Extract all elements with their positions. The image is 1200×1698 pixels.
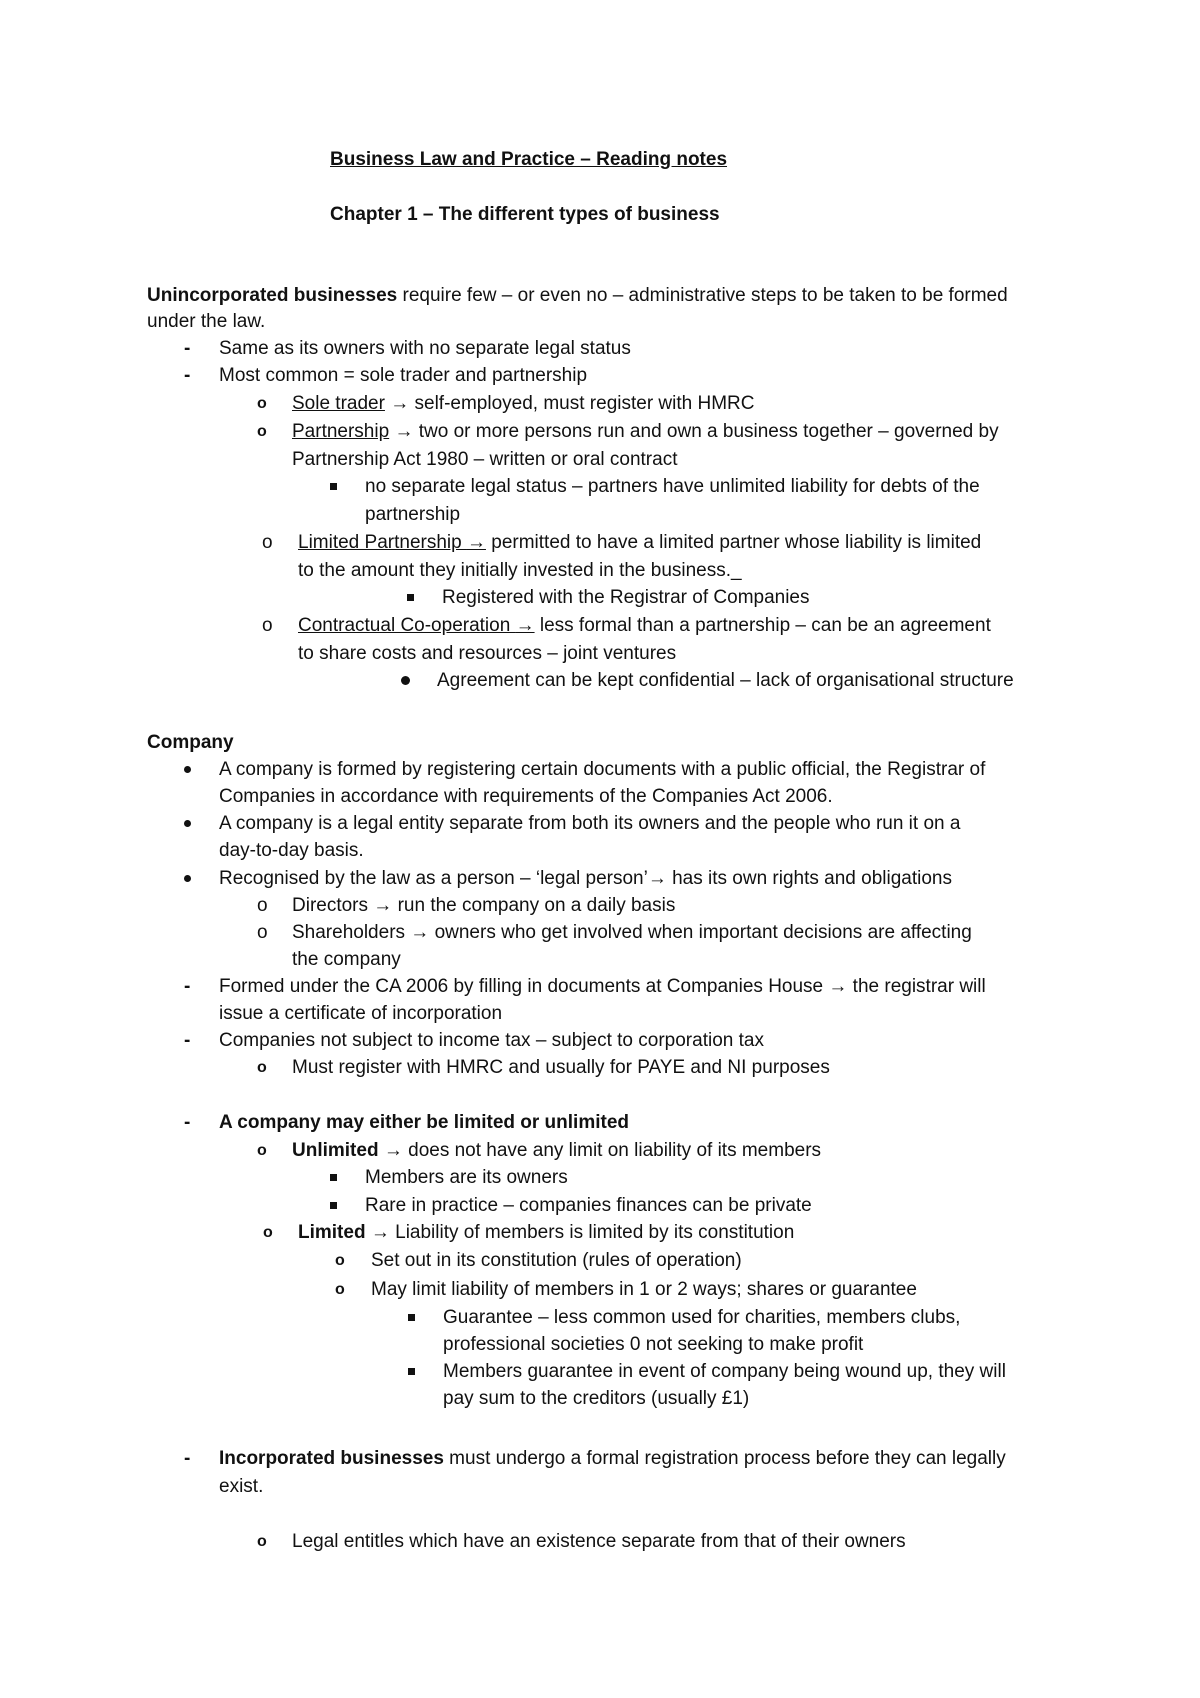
square-bullet-icon: [407, 585, 414, 611]
arrow-icon: →: [394, 421, 414, 442]
circle-marker: o: [257, 1142, 267, 1159]
circle-marker: o: [257, 395, 267, 412]
square-bullet-icon: [330, 1165, 337, 1191]
list-item-cont: Companies in accordance with requirements of the Companies Act 2006.: [219, 786, 833, 807]
list-item-cont: issue a certificate of incorporation: [219, 1003, 503, 1024]
list-item: Most common = sole trader and partnership: [219, 365, 588, 386]
list-item: Partnership → two or more persons run and own a business together – governed by: [292, 421, 999, 442]
list-item: Set out in its constitution (rules of operation): [371, 1250, 742, 1271]
circle-marker: o: [257, 423, 267, 440]
list-item: Members are its owners: [365, 1167, 568, 1188]
list-item: Unlimited → does not have any limit on liability of its members: [292, 1140, 822, 1161]
list-item: Recognised by the law as a person – ‘legal person’→ has its own rights and obligations: [219, 868, 952, 889]
list-item: Limited Partnership → permitted to have a limited partner whose liability is limited: [298, 532, 982, 553]
list-item: Shareholders → owners who get involved when important decisions are affecting: [292, 922, 972, 943]
company-heading: Company: [147, 732, 234, 753]
list-item-cont: the company: [292, 949, 401, 970]
list-item-cont: exist.: [219, 1476, 264, 1497]
arrow-icon: →: [466, 532, 486, 553]
square-bullet-icon: [408, 1305, 415, 1331]
square-bullet-icon: [330, 474, 337, 500]
list-item-cont: to the amount they initially invested in the business._: [298, 560, 742, 581]
list-item: Contractual Co-operation → less formal than a partnership – can be an agreement: [298, 615, 991, 636]
chapter-heading: Chapter 1 – The different types of business: [330, 204, 720, 225]
circle-marker: o: [335, 1281, 345, 1298]
bullet-icon: [184, 866, 191, 892]
circle-marker: o: [257, 895, 268, 916]
circle-marker: o: [263, 1224, 273, 1241]
list-item: A company may either be limited or unlimited: [219, 1112, 629, 1133]
dash-marker: -: [184, 1112, 191, 1133]
square-bullet-icon: [330, 1193, 337, 1219]
arrow-icon: →: [383, 1140, 403, 1161]
list-item: no separate legal status – partners have unlimited liability for debts of the: [365, 476, 980, 497]
unincorporated-lead-cont: under the law.: [147, 311, 266, 332]
list-item: Legal entitles which have an existence separate from that of their owners: [292, 1531, 906, 1552]
circle-marker: o: [257, 1533, 267, 1550]
list-item: Incorporated businesses must undergo a formal registration process before they can legally: [219, 1448, 1006, 1469]
square-bullet-icon: [408, 1359, 415, 1385]
dash-marker: -: [184, 338, 191, 359]
bullet-icon: [401, 668, 410, 694]
list-item: Same as its owners with no separate legal status: [219, 338, 631, 359]
list-item-cont: pay sum to the creditors (usually £1): [443, 1388, 750, 1409]
arrow-icon: →: [515, 615, 535, 636]
document-title: Business Law and Practice – Reading notes: [330, 149, 728, 170]
list-item: Members guarantee in event of company being wound up, they will: [443, 1361, 1006, 1382]
arrow-icon: →: [828, 976, 848, 997]
list-item: May limit liability of members in 1 or 2 ways; shares or guarantee: [371, 1279, 917, 1300]
dash-marker: -: [184, 1030, 191, 1051]
list-item-cont: professional societies 0 not seeking to make profit: [443, 1334, 864, 1355]
list-item-cont: to share costs and resources – joint ventures: [298, 643, 677, 664]
arrow-icon: →: [373, 895, 393, 916]
bullet-icon: [184, 757, 191, 783]
circle-marker: o: [257, 922, 268, 943]
list-item: Formed under the CA 2006 by filling in documents at Companies House → the registrar will: [219, 976, 986, 997]
list-item-cont: partnership: [365, 504, 461, 525]
list-item-cont: Partnership Act 1980 – written or oral contract: [292, 449, 678, 470]
dash-marker: -: [184, 365, 191, 386]
circle-marker: o: [262, 532, 273, 553]
arrow-icon: →: [410, 922, 430, 943]
list-item: Companies not subject to income tax – subject to corporation tax: [219, 1030, 764, 1051]
list-item: Registered with the Registrar of Companies: [442, 587, 810, 608]
list-item: Must register with HMRC and usually for PAYE and NI purposes: [292, 1057, 830, 1078]
list-item: A company is formed by registering certain documents with a public official, the Registrar of: [219, 759, 986, 780]
circle-marker: o: [262, 615, 273, 636]
list-item: Rare in practice – companies finances can be private: [365, 1195, 812, 1216]
dash-marker: -: [184, 1448, 191, 1469]
list-item: A company is a legal entity separate from both its owners and the people who run it on a: [219, 813, 961, 834]
list-item-cont: day-to-day basis.: [219, 840, 364, 861]
dash-marker: -: [184, 976, 191, 997]
list-item: Sole trader → self-employed, must register with HMRC: [292, 393, 755, 414]
list-item: Agreement can be kept confidential – lack of organisational structure: [437, 670, 1014, 691]
arrow-icon: →: [390, 393, 410, 414]
list-item: Guarantee – less common used for charities, members clubs,: [443, 1307, 961, 1328]
list-item: Directors → run the company on a daily basis: [292, 895, 676, 916]
arrow-icon: →: [370, 1222, 390, 1243]
bullet-icon: [184, 811, 191, 837]
circle-marker: o: [335, 1252, 345, 1269]
list-item: Limited → Liability of members is limited by its constitution: [298, 1222, 795, 1243]
arrow-icon: →: [647, 868, 667, 889]
circle-marker: o: [257, 1059, 267, 1076]
unincorporated-lead: Unincorporated businesses require few – or even no – administrative steps to be taken to be formed: [147, 285, 1008, 306]
